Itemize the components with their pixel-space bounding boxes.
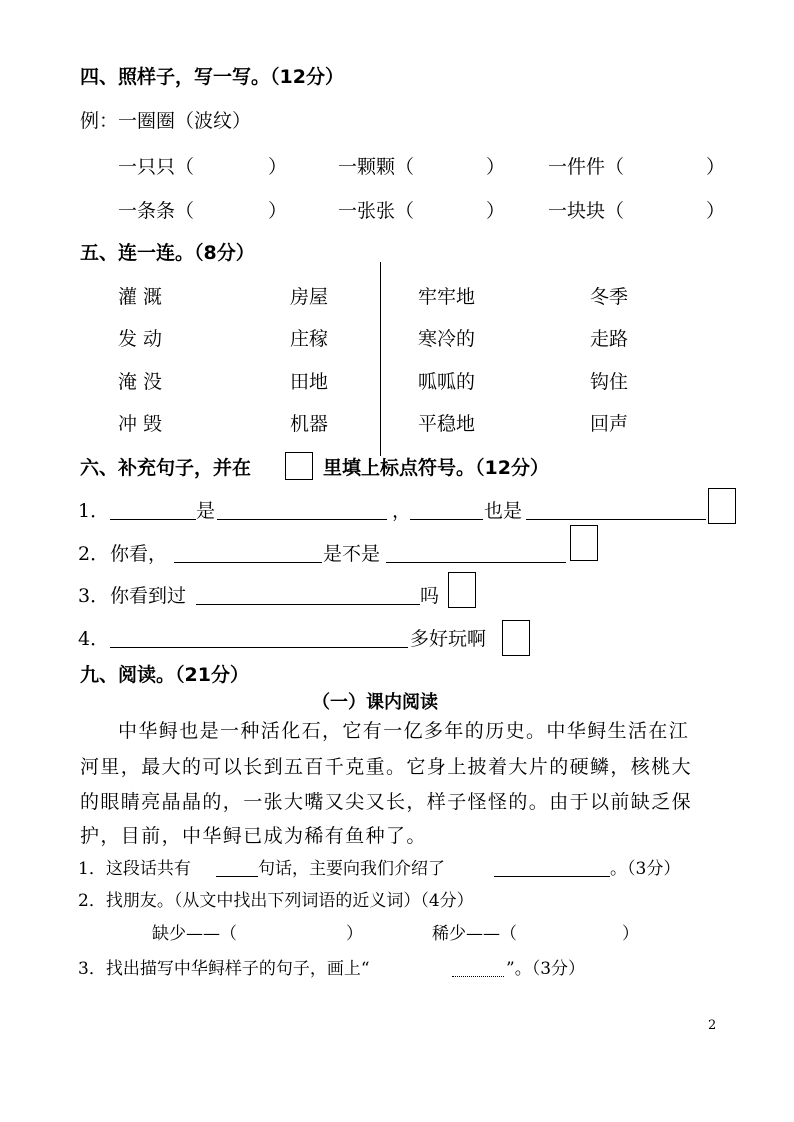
synonym-item: 缺少——（	[152, 924, 237, 944]
question-2-text: 2．找朋友。（从文中找出下列词语的近义词）（4分）	[78, 891, 474, 911]
section-6-title-a: 六、补充句子，并在	[80, 457, 252, 479]
sentence-number: 2．	[78, 543, 110, 565]
fill-blank[interactable]	[526, 519, 706, 520]
question-3-text: 3．找出描写中华鲟样子的句子，画上“	[78, 959, 370, 979]
match-word: 牢牢地	[418, 286, 476, 308]
sentence-text: 是不是	[323, 543, 381, 565]
sentence-number: 4．	[78, 628, 110, 650]
section-4-title: 四、照样子，写一写。（12分）	[80, 66, 344, 88]
sentence-text: 吗	[420, 585, 440, 607]
sentence-text: ，	[392, 500, 412, 522]
section-4-close-paren: ）	[268, 200, 288, 222]
section-4-close-paren: ）	[706, 200, 726, 222]
section-4-item: 一颗颗（	[338, 156, 415, 178]
fill-blank[interactable]	[216, 876, 258, 877]
match-word: 呱呱的	[418, 371, 476, 393]
fill-blank[interactable]	[217, 519, 387, 520]
reading-paragraph-line: 护，目前，中华鲟已成为稀有鱼种了。	[80, 825, 427, 847]
punctuation-box[interactable]	[570, 525, 598, 561]
synonym-close-paren: ）	[346, 924, 363, 944]
match-word: 田地	[290, 371, 329, 393]
fill-blank[interactable]	[110, 647, 408, 648]
section-4-close-paren: ）	[486, 156, 506, 178]
section-9-title: 九、阅读。（21分）	[80, 664, 249, 686]
sentence-text: 你看，	[110, 543, 168, 565]
sentence-text: 也是	[484, 500, 523, 522]
match-word: 钩住	[590, 371, 629, 393]
sentence-text: 是	[196, 500, 216, 522]
section-4-example: 例：一圈圈（波纹）	[80, 110, 252, 132]
fill-blank[interactable]	[174, 562, 322, 563]
match-word: 冲 毁	[118, 413, 163, 435]
question-1-text: 句话，主要向我们介绍了	[258, 859, 445, 879]
reading-subtitle: （一）课内阅读	[312, 692, 438, 713]
fill-blank[interactable]	[386, 562, 566, 563]
section-4-close-paren: ）	[706, 156, 726, 178]
fill-blank[interactable]	[196, 604, 420, 605]
synonym-item: 稀少——（	[432, 924, 517, 944]
section-5-title: 五、连一连。（8分）	[80, 242, 255, 264]
section-4-item: 一块块（	[548, 200, 625, 222]
section-4-item: 一条条（	[118, 200, 195, 222]
match-word: 淹 没	[118, 371, 163, 393]
wavy-underline-sample	[452, 976, 504, 977]
punctuation-box[interactable]	[708, 488, 736, 524]
section-4-item: 一件件（	[548, 156, 625, 178]
reading-paragraph-line: 河里，最大的可以长到五百千克重。它身上披着大片的硬鳞，核桃大	[80, 756, 693, 778]
section-5-divider	[380, 262, 381, 456]
match-word: 庄稼	[290, 328, 329, 350]
sentence-number: 1．	[78, 500, 110, 522]
section-4-item: 一只只（	[118, 156, 195, 178]
fill-blank[interactable]	[110, 519, 196, 520]
match-word: 房屋	[290, 286, 329, 308]
punctuation-box[interactable]	[448, 572, 476, 608]
fill-blank[interactable]	[494, 876, 610, 877]
question-1-points: 。（3分）	[610, 859, 681, 879]
sentence-number: 3．	[78, 585, 110, 607]
section-4-close-paren: ）	[268, 156, 288, 178]
match-word: 冬季	[590, 286, 629, 308]
question-1-text: 1．这段话共有	[78, 859, 191, 879]
sentence-text: 你看到过	[110, 585, 187, 607]
match-word: 平稳地	[418, 413, 476, 435]
section-4-close-paren: ）	[486, 200, 506, 222]
match-word: 机器	[290, 413, 329, 435]
fill-blank[interactable]	[410, 519, 483, 520]
punctuation-box-sample	[285, 452, 313, 480]
question-3-points: ”。（3分）	[506, 959, 586, 979]
reading-paragraph-line: 的眼睛亮晶晶的，一张大嘴又尖又长，样子怪怪的。由于以前缺乏保	[80, 791, 693, 813]
match-word: 回声	[590, 413, 629, 435]
synonym-close-paren: ）	[622, 924, 639, 944]
match-word: 发 动	[118, 328, 163, 350]
match-word: 寒冷的	[418, 328, 476, 350]
page-number: 2	[708, 1018, 717, 1033]
punctuation-box[interactable]	[502, 620, 530, 656]
section-4-item: 一张张（	[338, 200, 415, 222]
match-word: 灌 溉	[118, 286, 163, 308]
reading-paragraph-line: 中华鲟也是一种活化石，它有一亿多年的历史。中华鲟生活在江	[118, 720, 690, 742]
match-word: 走路	[590, 328, 629, 350]
section-6-title-b: 里填上标点符号。（12分）	[323, 457, 549, 479]
sentence-text: 多好玩啊	[410, 628, 487, 650]
